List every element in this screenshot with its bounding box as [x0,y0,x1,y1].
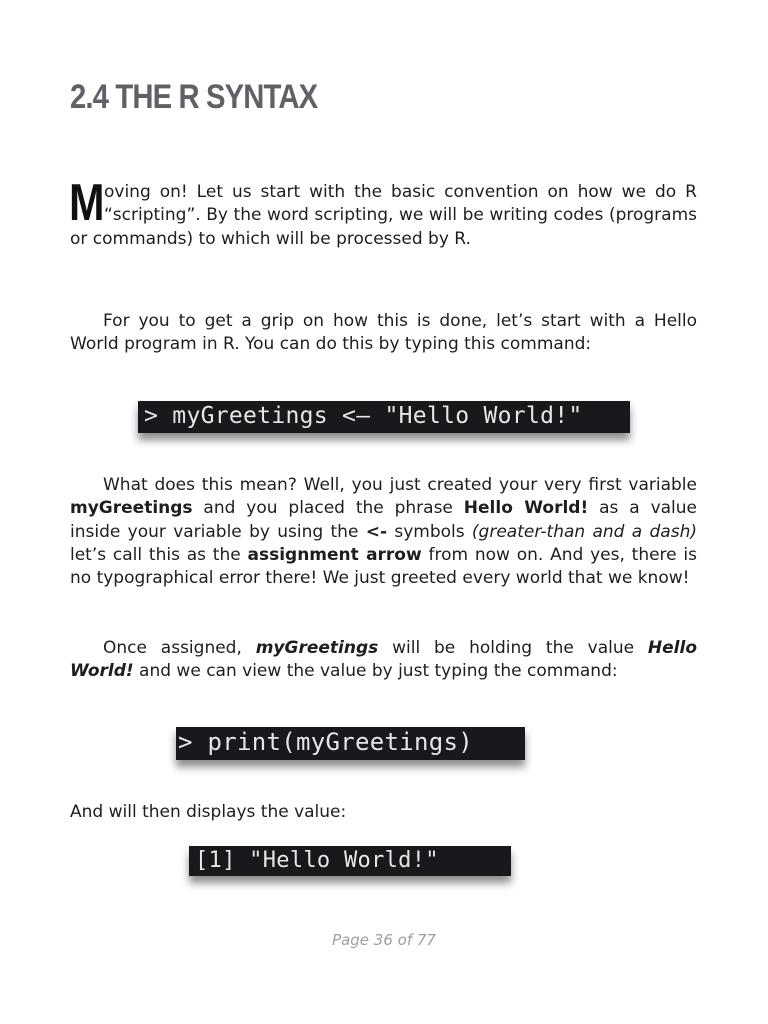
section-heading: 2.4 THE R SYNTAX [70,78,318,116]
paragraph-hello-world: For you to get a grip on how this is done, let’s start with a Hello World program in R. You can do this by typing this command: [70,311,697,355]
bold-arrow-symbol: <- [365,521,388,542]
page-number: Page 36 of 77 [332,931,436,949]
paragraph-display: And will then displays the value: [70,802,347,822]
drop-cap: M [69,174,105,232]
bold-mygreetings: myGreetings [70,498,193,519]
text-span: as a value inside your variable by using the [70,498,698,542]
bold-hello-world: Hello World! [463,498,589,519]
text-span: What does this mean? Well, you just created your very first variable [103,475,697,495]
paragraph-explanation [70,474,697,590]
italic-note: (greater-than and a dash) [471,521,697,542]
text-span: will be holding the value [378,638,648,658]
bold-italic-hello-world: Hello World! [70,638,698,682]
bold-assignment-arrow: assignment arrow [247,544,422,565]
text-span: let’s call this as the [70,544,248,565]
paragraph-intro [69,174,697,251]
text-span: from now on. And yes, there is no typographical error there! We just greeted every world that we know! [70,544,698,589]
text-span: and we can view the value by just typing the command: [133,661,618,682]
text-span: Once assigned, [103,638,256,658]
code-block-assignment: > myGreetings <– "Hello World!" [138,401,630,433]
paragraph-view-value [70,637,697,684]
text-span: symbols [387,521,472,542]
intro-text: oving on! Let us start with the basic convention on how we do R “scripting”. By the word scripting, we will be writing codes (programs or commands) to which will be processed by R. [70,182,697,249]
bold-italic-mygreetings: myGreetings [255,638,379,658]
text-span: and you placed the phrase [192,498,464,519]
code-block-print: > print(myGreetings) [176,727,525,760]
code-block-output: [1] "Hello World!" [189,846,511,876]
